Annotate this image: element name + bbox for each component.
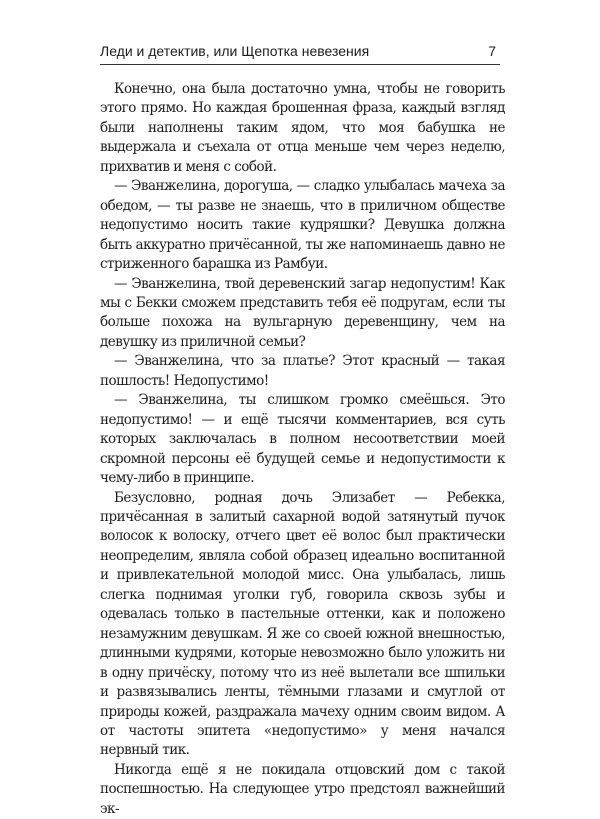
paragraph: — Эванжелина, ты слишком громко смеёшься. Это недопустимо! — и ещё тысячи комментариев, вся суть которых заключалась в полном несоответствии моей скромной персоны её будущей семье и недопустимости к чему-либо в принципе. <box>100 392 505 487</box>
paragraph: Безусловно, родная дочь Элизабет — Ребекка, причёсанная в залитый сахарной водой затянутый пучок волосок к волоску, отчего цвет её волос был практически неопределим, являла собой образец идеально воспитанной и привлекательной молодой мисс. Она улыбалась, лишь слегка поднимая уголки губ, говорила сквозь зубы и одевалась только в пастельные оттенки, как и положено незамужним девушкам. Я же со своей южной внешностью, длинными кудрями, которые невозможно было уложить ни в одну причёску, потому что из неё вылетали все шпильки и развязывались ленты, тёмными глазами и смуглой от природы кожей, раздражала мачеху одним своим видом. А от частоты эпитета «недопустимо» у меня начался нервный тик. <box>100 489 505 759</box>
paragraph: — Эванжелина, дорогуша, — сладко улыбалась мачеха за обедом, — ты разве не знаешь, что в приличном обществе недопустимо носить такие кудряшки? Девушка должна быть аккуратно причёсанной, ты же напоминаешь давно не стриженного барашка из Рамбуи. <box>100 178 505 273</box>
paragraph: — Эванжелина, что за платье? Этот красный — такая пошлость! Недопустимо! <box>100 353 505 389</box>
running-header <box>100 40 500 65</box>
paragraph: Никогда ещё я не покидала отцовский дом с такой поспешностью. На следующее утро предстоял важнейший эк- <box>100 761 505 817</box>
paragraph: Конечно, она была достаточно умна, чтобы не говорить этого прямо. Но каждая брошенная фраза, каждый взгляд были наполнены таким ядом, что моя бабушка не выдержала и съехала от отца меньше чем через неделю, прихватив и меня с собой. <box>100 81 505 175</box>
body-text <box>100 80 505 819</box>
running-title: Леди и детектив, или Щепотка невезения <box>100 43 370 59</box>
page-number: 7 <box>488 43 496 59</box>
paragraph: — Эванжелина, твой деревенский загар недопустим! Как мы с Бекки сможем представить тебя её подругам, если ты больше похожа на вульгарную деревенщину, чем на девушку из приличной семьи? <box>100 275 505 350</box>
